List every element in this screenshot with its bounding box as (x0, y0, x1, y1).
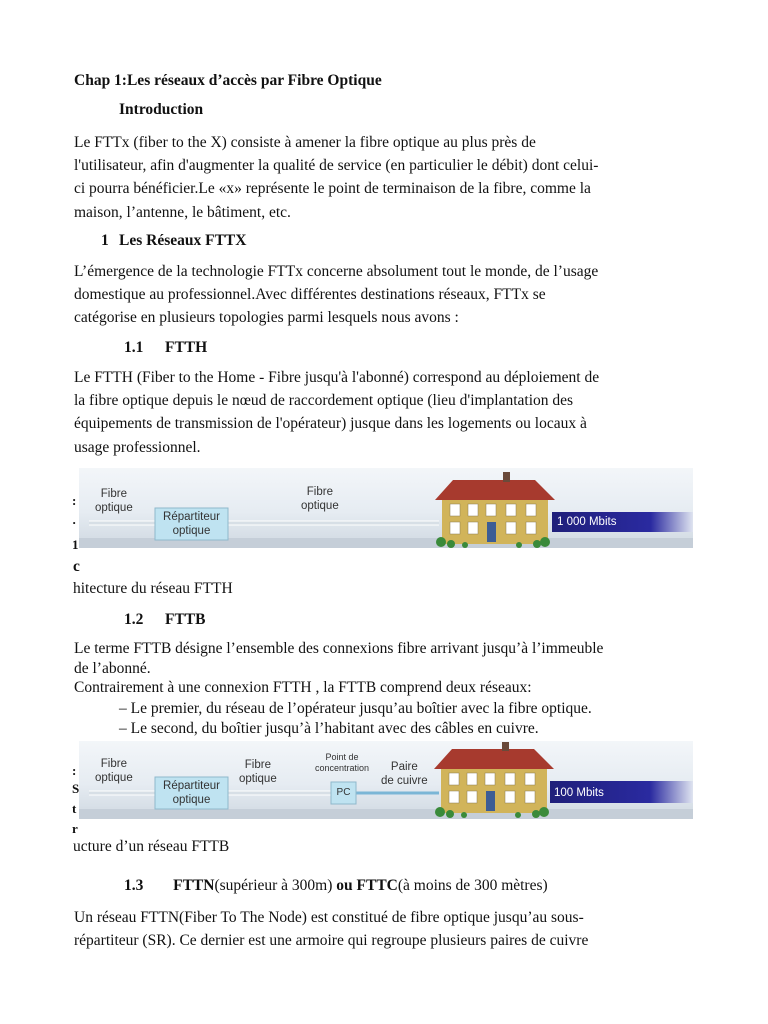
intro-line: Le FTTx (fiber to the X) consiste à amener la fibre optique au plus près de (74, 134, 536, 151)
sec11-line: usage professionnel. (74, 438, 201, 456)
fig2-repartiteur-label: Répartiteur optique (163, 780, 220, 806)
fig1-speed-label: 1 000 Mbits (557, 516, 617, 528)
sec13-title-b: (supérieur à 300m) (214, 877, 333, 894)
fig2-caption-fragment: t (72, 801, 77, 816)
sec11-line: équipements de transmission de l'opérateur) jusque dans les logements ou locaux à (74, 415, 587, 433)
sec13-line: Un réseau FTTN(Fiber To The Node) est constitué de fibre optique jusqu’au sous- (74, 909, 584, 926)
page-title: Chap 1:Les réseaux d’accès par Fibre Optique (74, 72, 382, 89)
fig2-caption: ucture d’un réseau FTTB (73, 838, 230, 855)
sec13-heading (124, 874, 548, 897)
fig1-mid-fiber-label: Fibre optique (301, 486, 339, 512)
section1-line: L’émergence de la technologie FTTx concerne absolument tout le monde, de l’usage (74, 263, 599, 280)
sec12-number: 1.2 (124, 611, 144, 628)
fig2-paire-label: Paire de cuivre (381, 761, 428, 787)
intro-paragraph (74, 131, 696, 224)
sec12-bullet: – Le second, du boîtier jusqu’à l’habitant avec des câbles en cuivre. (119, 720, 539, 737)
fig2-mid-fiber-label: Fibre optique (239, 759, 277, 785)
fig2-caption-fragment: S (72, 781, 80, 796)
fig1-repartiteur-label: Répartiteur optique (163, 511, 220, 537)
sec11-line: la fibre optique depuis le nœud de raccordement optique (lieu d'implantation des (74, 392, 574, 410)
intro-line: maison, l’antenne, le bâtiment, etc. (74, 203, 291, 221)
sec12-paragraph (74, 639, 696, 698)
house-icon (434, 742, 554, 818)
fig2-caption-fragment: : (72, 763, 77, 778)
sec13-title-c: ou FTTC (332, 877, 398, 894)
sec12-line: Le terme FTTB désigne l’ensemble des connexions fibre arrivant jusqu’à l’immeuble (74, 640, 604, 657)
sec11-number: 1.1 (124, 339, 144, 356)
sec11-paragraph (74, 366, 696, 459)
sec12-line: Contrairement à une connexion FTTH , la FTTB comprend deux réseaux: (74, 679, 532, 696)
fig2-speed-label: 100 Mbits (554, 787, 604, 799)
section1-title: Les Réseaux FTTX (119, 232, 247, 249)
sec13-title-a: FTTN (173, 877, 215, 894)
fig1-caption-fragment: : (72, 493, 77, 508)
sec12-line: de l’abonné. (74, 659, 151, 677)
ftth-diagram (79, 468, 693, 548)
sec13-paragraph (74, 906, 696, 952)
intro-line: ci pourra bénéficier.Le «x» représente le point de terminaison de la fibre, comme la (74, 180, 591, 198)
section1-line: catégorise en plusieurs topologies parmi lesquels nous avons : (74, 309, 459, 327)
sec11-title: FTTH (165, 339, 208, 356)
intro-line: l'utilisateur, afin d'augmenter la qualité de service (en particulier le débit) dont celui- (74, 157, 599, 175)
section1-paragraph (74, 260, 696, 330)
sec12-bullet: – Le premier, du réseau de l’opérateur jusqu’au boîtier avec la fibre optique. (119, 700, 592, 717)
sec13-title-d: (à moins de 300 mètres) (397, 877, 548, 894)
fig2-left-fiber-label: Fibre optique (95, 758, 133, 784)
sec11-line: Le FTTH (Fiber to the Home - Fibre jusqu'à l'abonné) correspond au déploiement de (74, 369, 600, 386)
house-icon (435, 472, 555, 548)
fttb-diagram (79, 741, 693, 819)
sec13-number: 1.3 (124, 877, 144, 894)
fig1-caption-fragment: c (73, 558, 80, 575)
fig1-caption: hitecture du réseau FTTH (73, 580, 233, 597)
fig2-caption-fragment: r (72, 821, 78, 836)
sec13-line: répartiteur (SR). Ce dernier est une armoire qui regroupe plusieurs paires de cuivre (74, 932, 589, 950)
sec12-title: FTTB (165, 611, 206, 628)
fig1-caption-fragment: 1 (72, 537, 79, 552)
fig1-caption-fragment: · (72, 515, 77, 530)
section1-number: 1 (101, 232, 109, 249)
section1-line: domestique au professionnel.Avec différentes destinations réseaux, FTTx se (74, 286, 546, 304)
sec12-bullets (119, 699, 699, 739)
fig2-pc-label: PC (336, 787, 351, 798)
fig2-point-label: Point de concentration (315, 752, 370, 773)
fig1-left-fiber-label: Fibre optique (95, 488, 133, 514)
intro-heading: Introduction (119, 101, 204, 118)
